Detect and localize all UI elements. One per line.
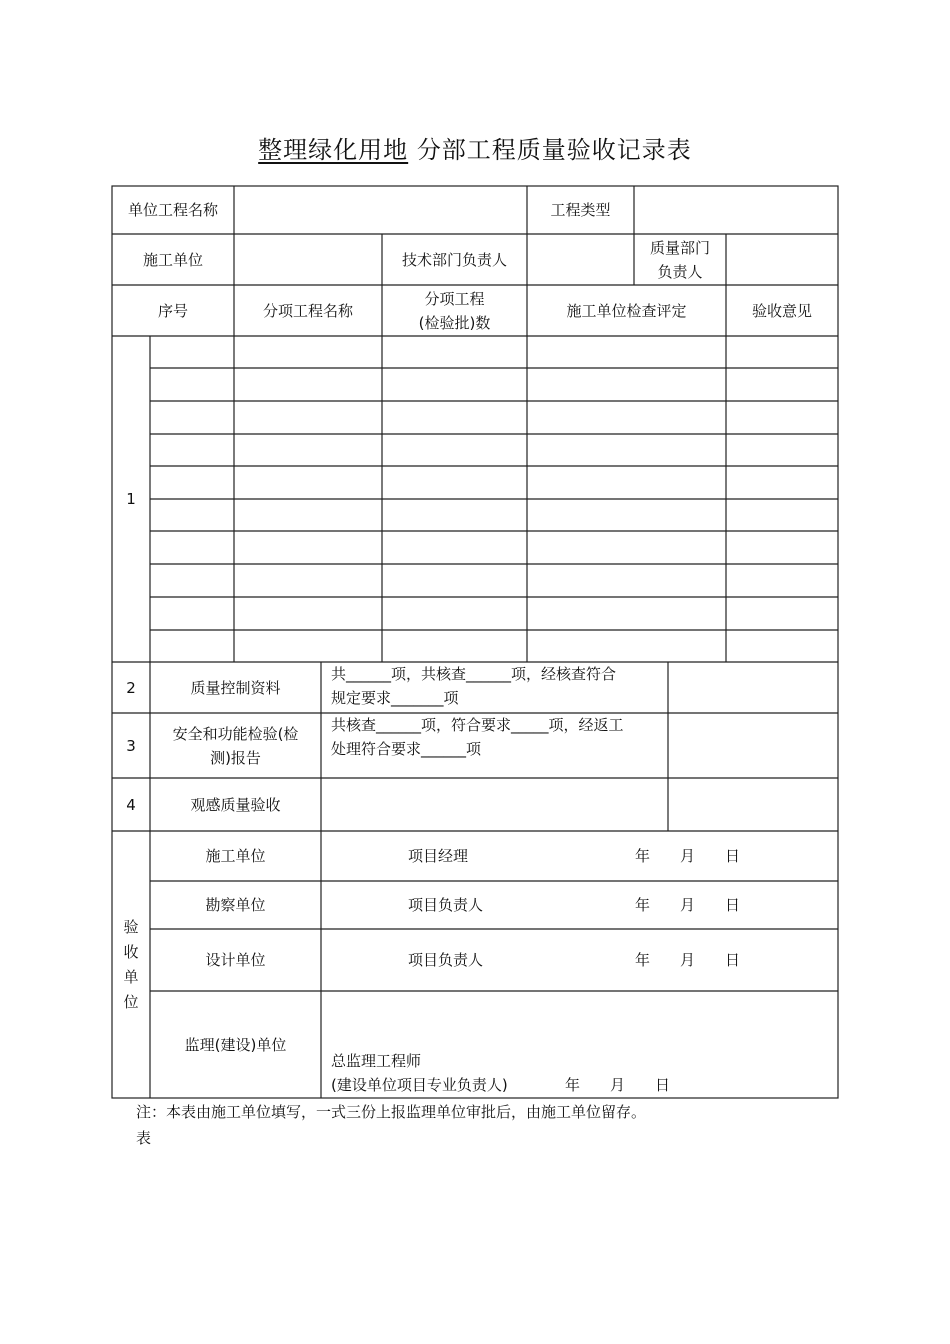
- row-3-label: [150, 713, 321, 778]
- role-owner-project-head: (建设单位项目专业负责人): [331, 1076, 508, 1094]
- row-2-label: 质量控制资料: [190, 678, 281, 697]
- row-3-label-line1: 安全和功能检验(检: [172, 724, 299, 743]
- col-header-sub-item-count: [382, 285, 527, 336]
- title-project-name: 整理绿化用地: [258, 136, 409, 164]
- row-4-label: 观感质量验收: [190, 795, 281, 814]
- row-3-text-line1: 共核查______项，符合要求_____项，经返工: [331, 716, 624, 734]
- unit-supervision: 监理(建设)单位: [184, 1035, 287, 1054]
- field-quality-dept-head[interactable]: [726, 234, 838, 285]
- field-construction-unit[interactable]: [234, 234, 382, 285]
- unit-design: 设计单位: [205, 951, 266, 969]
- field-tech-dept-head[interactable]: [527, 234, 634, 285]
- col-header-sub-item-name: 分项工程名称: [262, 301, 353, 320]
- label-construction-unit: 施工单位: [142, 250, 203, 269]
- acceptance-units-char-1: 验: [123, 917, 139, 936]
- acceptance-units-label: [112, 831, 150, 1098]
- role-survey-head: 项目负责人: [408, 896, 484, 914]
- unit-construction: 施工单位: [205, 847, 266, 865]
- date-construction: 年 月 日: [635, 847, 741, 865]
- date-design: 年 月 日: [635, 951, 741, 969]
- col-header-sub-item-count-line2: (检验批)数: [418, 313, 491, 332]
- row-2-number: 2: [126, 678, 136, 697]
- col-header-sub-item-count-line1: 分项工程: [424, 289, 485, 308]
- label-tech-dept-head: 技术部门负责人: [401, 250, 507, 269]
- row-3-content: [331, 713, 668, 765]
- acceptance-units-char-4: 位: [123, 992, 139, 1011]
- role-design-head: 项目负责人: [408, 951, 484, 969]
- col-header-seq: 序号: [157, 301, 188, 320]
- row-2-text-line1: 共______项，共核查______项，经核查符合: [331, 665, 617, 683]
- acceptance-units-char-2: 收: [123, 942, 139, 961]
- date-supervision: 年 月 日: [565, 1076, 671, 1094]
- title-suffix: 分部工程质量验收记录表: [416, 136, 692, 164]
- label-quality-dept-head-line2: 负责人: [657, 262, 703, 281]
- date-survey: 年 月 日: [635, 896, 741, 914]
- role-chief-supervisor: 总监理工程师: [331, 1052, 422, 1070]
- label-quality-dept-head-line1: 质量部门: [649, 238, 710, 257]
- row-3-label-line2: 测)报告: [210, 748, 261, 767]
- row-1-number: 1: [126, 490, 136, 508]
- row-3-text-line2: 处理符合要求______项: [331, 740, 482, 758]
- row-4-number: 4: [126, 795, 136, 814]
- footer-note: 注：本表由施工单位填写，一式三份上报监理单位审批后，由施工单位留存。: [136, 1103, 647, 1121]
- col-header-acceptance: 验收意见: [751, 301, 812, 320]
- label-unit-project-name: 单位工程名称: [127, 201, 218, 219]
- row-3-number: 3: [126, 736, 136, 755]
- row-2-text-line2: 规定要求_______项: [331, 689, 459, 707]
- label-quality-dept-head: [634, 234, 726, 285]
- label-project-type: 工程类型: [550, 201, 611, 219]
- unit-survey: 勘察单位: [205, 896, 266, 914]
- role-project-manager: 项目经理: [408, 847, 469, 865]
- acceptance-units-char-3: 单: [123, 967, 139, 986]
- row-2-content: [331, 662, 668, 713]
- field-project-type[interactable]: [634, 186, 838, 234]
- footer-trailing: 表: [136, 1129, 152, 1147]
- col-header-inspection: 施工单位检查评定: [566, 301, 687, 320]
- field-unit-project-name[interactable]: [234, 186, 527, 234]
- page-title: [0, 130, 950, 165]
